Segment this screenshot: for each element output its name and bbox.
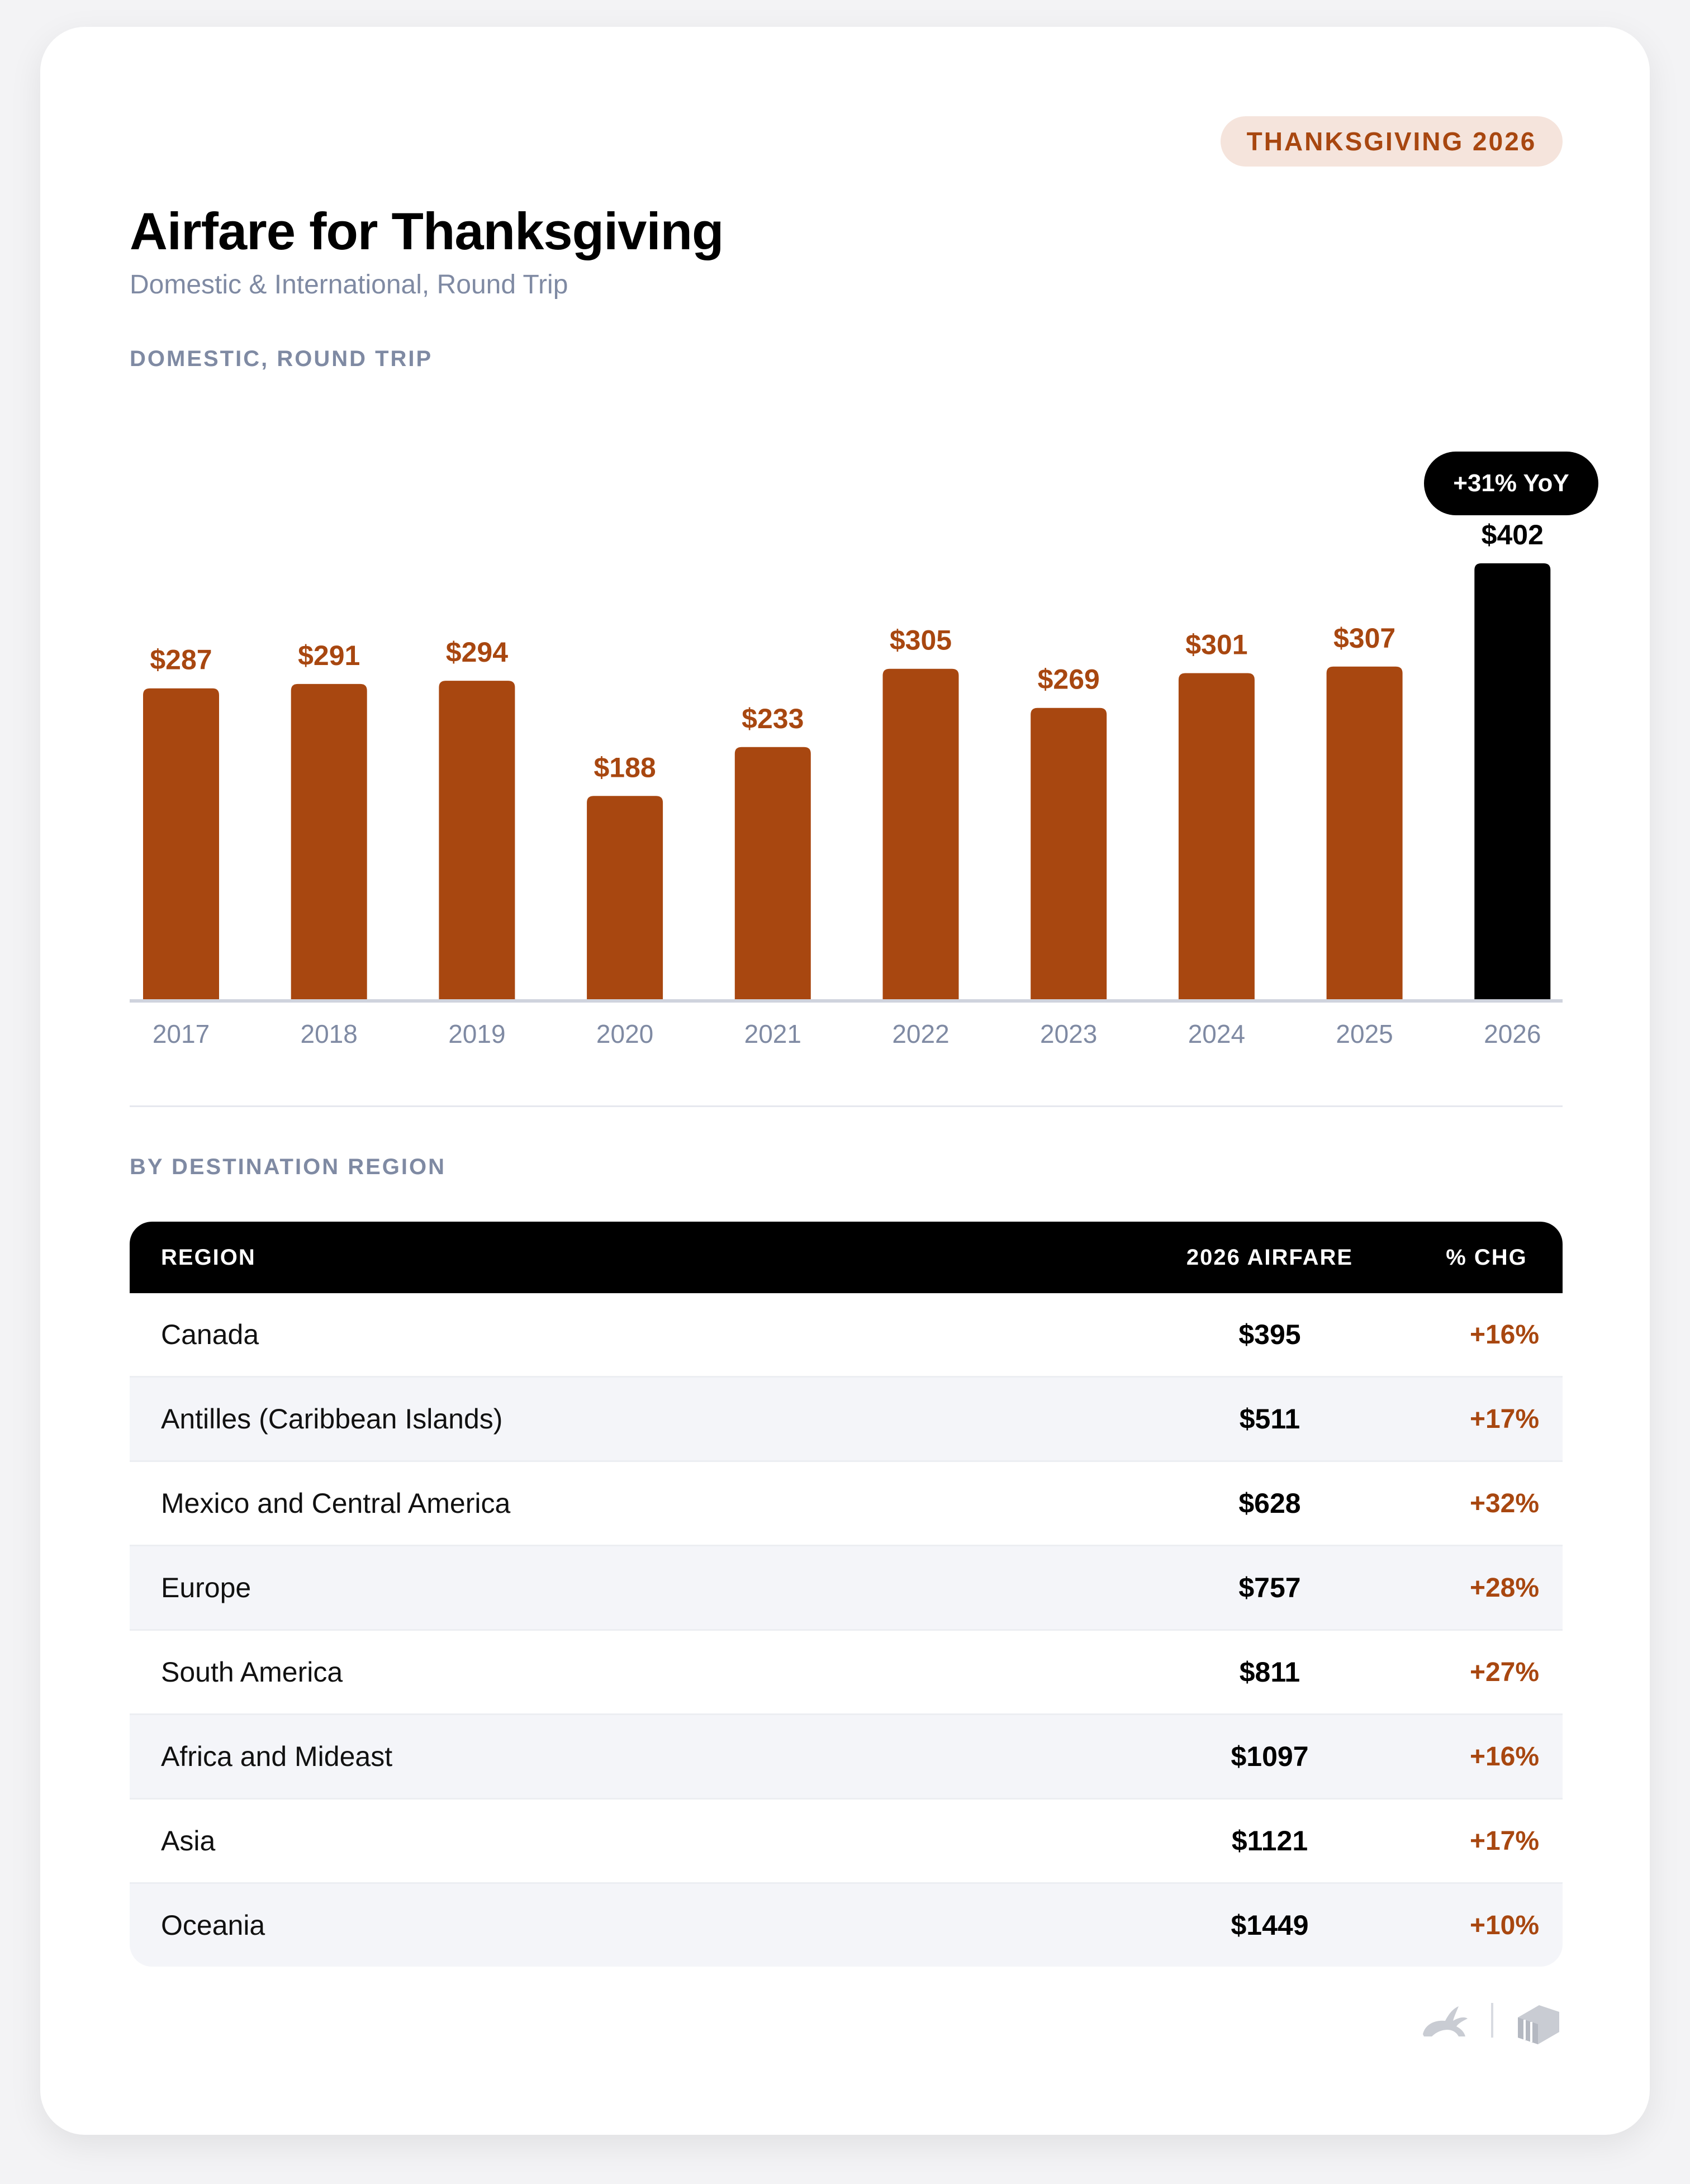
brand-logos [1420,1995,1565,2045]
data-label-2025: $307 [1333,622,1396,654]
section-divider [130,1105,1563,1107]
table-row [130,1460,1563,1545]
table-row [130,1798,1563,1882]
section-label-domestic: DOMESTIC, ROUND TRIP [130,346,433,371]
change-cell: +10% [1469,1910,1540,1940]
region-cell: Africa and Mideast [161,1741,393,1772]
event-badge: THANKSGIVING 2026 [1221,116,1563,167]
x-tick-2020: 2020 [596,1019,654,1048]
region-airfare-table [130,1222,1563,1967]
airfare-cell: $511 [1239,1403,1300,1435]
x-tick-2026: 2026 [1484,1019,1541,1048]
region-cell: Asia [161,1825,216,1857]
bar-2020 [587,796,663,1000]
region-cell: Europe [161,1572,251,1603]
change-cell: +17% [1469,1404,1540,1434]
table-row [130,1629,1563,1713]
bar-2019 [439,681,515,1000]
table-body [130,1293,1563,1967]
header-airfare: 2026 AIRFARE [1186,1245,1354,1270]
stacked-panels-logo-icon [1518,2005,1559,2044]
bar-2026 [1474,563,1550,1000]
header-region: REGION [161,1245,256,1270]
airfare-cell: $757 [1238,1572,1301,1603]
bar-2022 [883,669,959,1000]
x-tick-2023: 2023 [1040,1019,1098,1048]
x-axis-baseline [130,999,1563,1003]
bar-2018 [291,684,367,1000]
data-label-2020: $188 [594,752,656,784]
page-title: Airfare for Thanksgiving [130,202,724,260]
table-row [130,1376,1563,1460]
header-change: % CHG [1446,1245,1527,1270]
change-cell: +32% [1469,1488,1540,1518]
change-cell: +16% [1469,1741,1540,1772]
table-row [130,1293,1563,1376]
data-label-2018: $291 [298,639,360,671]
bar-2023 [1031,708,1107,1000]
region-cell: Mexico and Central America [161,1488,511,1519]
logo-separator [1491,2003,1493,2038]
x-tick-2017: 2017 [152,1019,210,1048]
airfare-cell: $1097 [1231,1741,1309,1772]
data-label-2019: $294 [445,637,509,668]
change-cell: +17% [1469,1826,1540,1856]
yoy-annotation-badge: +31% YoY [1424,452,1598,515]
bar-2025 [1327,667,1403,1000]
x-tick-2025: 2025 [1336,1019,1393,1048]
change-cell: +28% [1469,1573,1540,1603]
region-cell: South America [161,1656,343,1688]
data-label-2021: $233 [742,702,804,734]
page-subtitle: Domestic & International, Round Trip [130,270,568,300]
airfare-cell: $1121 [1231,1825,1308,1857]
table-header [130,1222,1563,1293]
data-label-2017: $287 [150,644,212,676]
x-tick-2018: 2018 [300,1019,358,1048]
change-cell: +27% [1469,1657,1540,1687]
airfare-cell: $1449 [1231,1910,1309,1941]
region-cell: Canada [161,1319,259,1350]
data-label-2023: $269 [1037,663,1100,695]
table-row [130,1713,1563,1798]
x-tick-2024: 2024 [1188,1019,1246,1048]
airfare-cell: $395 [1238,1319,1301,1350]
rabbit-logo-icon [1423,2006,1468,2036]
table-row [130,1545,1563,1629]
section-label-region: BY DESTINATION REGION [130,1155,447,1179]
region-cell: Antilles (Caribbean Islands) [161,1403,503,1435]
data-label-2022: $305 [889,624,952,656]
table-row [130,1882,1563,1967]
airfare-cell: $811 [1239,1656,1300,1688]
data-label-2026: $402 [1481,519,1544,550]
bar-2024 [1179,673,1255,1000]
region-cell: Oceania [161,1910,265,1941]
bar-2017 [143,689,219,1000]
bar-2021 [735,747,811,1000]
x-tick-2021: 2021 [744,1019,801,1048]
x-tick-2019: 2019 [448,1019,506,1048]
x-tick-2022: 2022 [892,1019,950,1048]
change-cell: +16% [1469,1319,1540,1350]
airfare-cell: $628 [1238,1488,1301,1519]
data-label-2024: $301 [1185,629,1248,661]
